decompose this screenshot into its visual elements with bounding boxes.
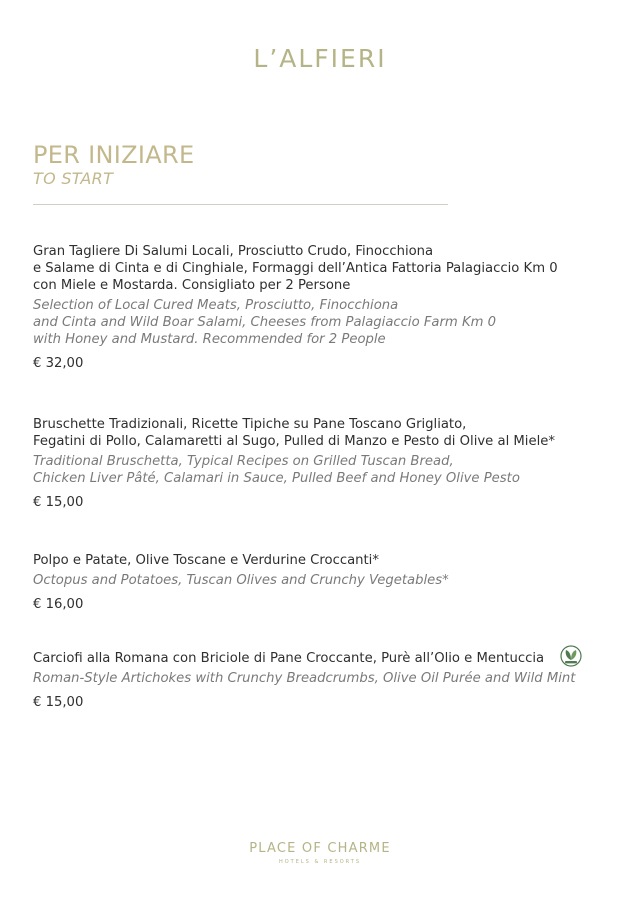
restaurant-logo: L’ALFIERI — [253, 44, 387, 73]
dish-name-italian: Polpo e Patate, Olive Toscane e Verdurine Croccanti* — [33, 553, 379, 568]
dish-price: € 32,00 — [33, 356, 84, 371]
menu-item — [33, 552, 603, 613]
dish-name-english: Octopus and Potatoes, Tuscan Olives and Crunchy Vegetables* — [33, 573, 449, 588]
menu-item — [33, 650, 603, 711]
dish-price: € 16,00 — [33, 597, 84, 612]
section-subtitle: TO START — [33, 169, 114, 188]
dish-name-english: Traditional Bruschetta, Typical Recipes on Grilled Tuscan Bread, Chicken Liver Pâté, Calamari in Sauce, Pulled Beef and Honey Olive Pesto — [33, 454, 520, 486]
dish-name-english: Selection of Local Cured Meats, Prosciutto, Finocchiona and Cinta and Wild Boar Salami, Cheeses from Palagiaccio Farm Km 0 with Honey and Mustard. Recommended for 2 People — [33, 298, 497, 347]
footer-logo: PLACE OF CHARME — [249, 841, 391, 856]
dish-name-italian: Bruschette Tradizionali, Ricette Tipiche su Pane Toscano Grigliato, Fegatini di Pollo, Calamaretti al Sugo, Pulled di Manzo e Pesto di Olive al Miele* — [33, 417, 555, 449]
menu-item — [33, 416, 603, 511]
dish-name-italian: Carciofi alla Romana con Briciole di Pane Croccante, Purè all’Olio e Mentuccia — [33, 651, 545, 666]
menu-item — [33, 243, 603, 372]
footer-logo-subtitle: HOTELS & RESORTS — [278, 859, 362, 865]
dish-name-english: Roman-Style Artichokes with Crunchy Breadcrumbs, Olive Oil Purée and Wild Mint — [33, 671, 576, 686]
dish-name-italian: Gran Tagliere Di Salumi Locali, Prosciutto Crudo, Finocchiona e Salame di Cinta e di Cinghiale, Formaggi dell’Antica Fattoria Palagiaccio Km 0 con Miele e Mostarda. Consigliato per 2 Persone — [33, 244, 558, 293]
dish-price: € 15,00 — [33, 695, 84, 710]
section-divider — [33, 204, 448, 205]
vegan-leaf-icon — [560, 645, 582, 667]
dish-price: € 15,00 — [33, 495, 84, 510]
section-title: PER INIZIARE — [33, 141, 195, 169]
